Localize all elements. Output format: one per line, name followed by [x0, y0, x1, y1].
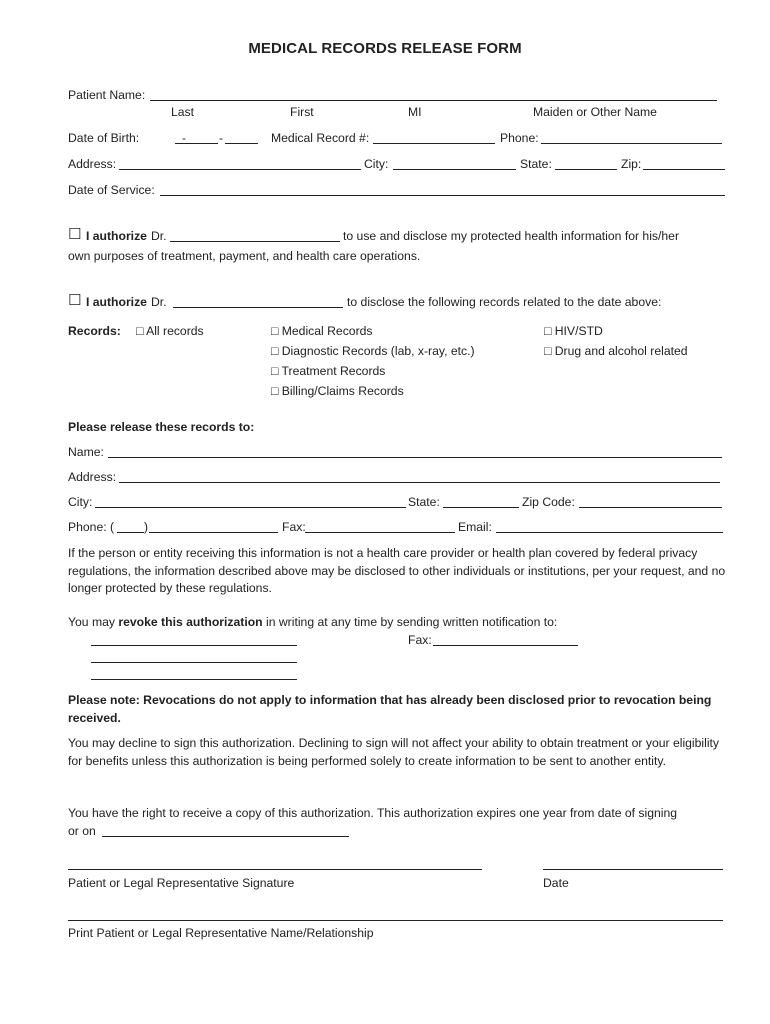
form-title: MEDICAL RECORDS RELEASE FORM	[248, 40, 522, 57]
recipient-zip-label: Zip Code:	[522, 495, 575, 509]
signature-label: Patient or Legal Representative Signature	[68, 876, 295, 890]
city-field[interactable]	[393, 169, 516, 170]
recipient-phone-field[interactable]	[149, 532, 278, 533]
address-field[interactable]	[119, 169, 361, 170]
revoke-address-line-3[interactable]	[91, 679, 297, 680]
revoke-text-pre: You may	[68, 615, 119, 629]
revocation-note: Please note: Revocations do not apply to information that has already been disclosed prior to revocation being received.	[68, 693, 712, 725]
authorize-disclose-checkbox[interactable]: ☐	[68, 292, 82, 309]
dr-label: Dr.	[151, 229, 167, 243]
dob-separator: -	[219, 131, 224, 145]
records-all-checkbox[interactable]: □ All records	[136, 324, 204, 338]
authorize-use-doctor-field[interactable]	[170, 241, 340, 242]
sub-label-first: First	[290, 105, 314, 119]
expiration-date-field[interactable]	[102, 836, 349, 837]
recipient-fax-field[interactable]	[305, 532, 455, 533]
medical-record-label: Medical Record #:	[271, 131, 370, 145]
signature-date-field[interactable]	[543, 869, 723, 870]
authorize-label: I authorize	[86, 229, 147, 243]
recipient-address-label: Address:	[68, 470, 117, 484]
recipient-zip-field[interactable]	[579, 507, 722, 508]
signature-field[interactable]	[68, 869, 482, 870]
recipient-name-field[interactable]	[108, 457, 722, 458]
records-drug-alcohol-checkbox[interactable]: □ Drug and alcohol related	[544, 344, 688, 358]
date-of-service-field[interactable]	[160, 195, 725, 196]
recipient-phone-close-paren: )	[144, 520, 149, 534]
recipient-fax-label: Fax:	[282, 520, 306, 534]
revoke-address-line-1[interactable]	[91, 645, 297, 646]
dr-label: Dr.	[151, 295, 167, 309]
recipient-address-field[interactable]	[119, 482, 720, 483]
sub-label-mi: MI	[408, 105, 422, 119]
copy-or-on-label: or on	[68, 824, 96, 838]
decline-paragraph: You may decline to sign this authorization. Declining to sign will not affect your ability to obtain treatment or your eligibility for benefits unless this authorization is being performed solely to create information to be sent to another entity.	[68, 736, 720, 768]
copy-paragraph: You have the right to receive a copy of this authorization. This authorization expires one year from date of signing	[68, 806, 678, 820]
authorize-label: I authorize	[86, 295, 147, 309]
records-hiv-checkbox[interactable]: □ HIV/STD	[544, 324, 603, 338]
sub-label-maiden: Maiden or Other Name	[533, 105, 657, 119]
patient-name-field[interactable]	[150, 100, 717, 101]
recipient-name-label: Name:	[68, 445, 104, 459]
authorize-use-text-line2: own purposes of treatment, payment, and health care operations.	[68, 249, 421, 263]
state-field[interactable]	[555, 169, 617, 170]
recipient-state-label: State:	[408, 495, 440, 509]
records-diagnostic-checkbox[interactable]: □ Diagnostic Records (lab, x-ray, etc.)	[271, 344, 475, 358]
medical-record-field[interactable]	[373, 143, 495, 144]
authorize-disclose-text: to disclose the following records related to the date above:	[347, 295, 662, 309]
revoke-fax-field[interactable]	[433, 645, 578, 646]
dob-label: Date of Birth:	[68, 131, 140, 145]
dob-day-field[interactable]	[188, 143, 218, 144]
signature-date-label: Date	[543, 876, 569, 890]
sub-label-last: Last	[171, 105, 195, 119]
release-to-heading: Please release these records to:	[68, 420, 255, 434]
recipient-state-field[interactable]	[443, 507, 519, 508]
recipient-email-label: Email:	[458, 520, 492, 534]
authorize-use-checkbox[interactable]: ☐	[68, 226, 82, 243]
recipient-city-field[interactable]	[95, 507, 406, 508]
records-label: Records:	[68, 324, 121, 338]
zip-field[interactable]	[643, 169, 725, 170]
revoke-fax-label: Fax:	[408, 633, 432, 647]
zip-label: Zip:	[621, 157, 642, 171]
print-name-field[interactable]	[68, 920, 723, 921]
print-name-label: Print Patient or Legal Representative Name/Relationship	[68, 926, 374, 940]
phone-field[interactable]	[541, 143, 722, 144]
authorize-use-text: to use and disclose my protected health information for his/her	[343, 229, 680, 243]
records-billing-checkbox[interactable]: □ Billing/Claims Records	[271, 384, 404, 398]
revoke-address-line-2[interactable]	[91, 662, 297, 663]
records-treatment-checkbox[interactable]: □ Treatment Records	[271, 364, 386, 378]
revoke-text-bold: revoke this authorization	[118, 615, 263, 629]
recipient-phone-label: Phone: (	[68, 520, 115, 534]
date-of-service-label: Date of Service:	[68, 183, 155, 197]
phone-label: Phone:	[500, 131, 539, 145]
address-label: Address:	[68, 157, 117, 171]
notice-paragraph: If the person or entity receiving this information is not a health care provider or health plan covered by federal privacy regulations, the information described above may be disclosed to other individuals or institutions, per your request, and no longer protected by these regulations.	[68, 546, 726, 595]
records-medical-checkbox[interactable]: □ Medical Records	[271, 324, 373, 338]
patient-name-label: Patient Name:	[68, 88, 146, 102]
dob-separator: -	[182, 131, 187, 145]
recipient-email-field[interactable]	[496, 532, 723, 533]
revoke-text	[68, 615, 557, 630]
authorize-disclose-doctor-field[interactable]	[173, 307, 343, 308]
dob-year-field[interactable]	[225, 143, 258, 144]
recipient-city-label: City:	[68, 495, 93, 509]
revoke-text-post: in writing at any time by sending written notification to:	[262, 615, 558, 629]
state-label: State:	[520, 157, 552, 171]
city-label: City:	[364, 157, 389, 171]
recipient-phone-area-field[interactable]	[117, 532, 144, 533]
